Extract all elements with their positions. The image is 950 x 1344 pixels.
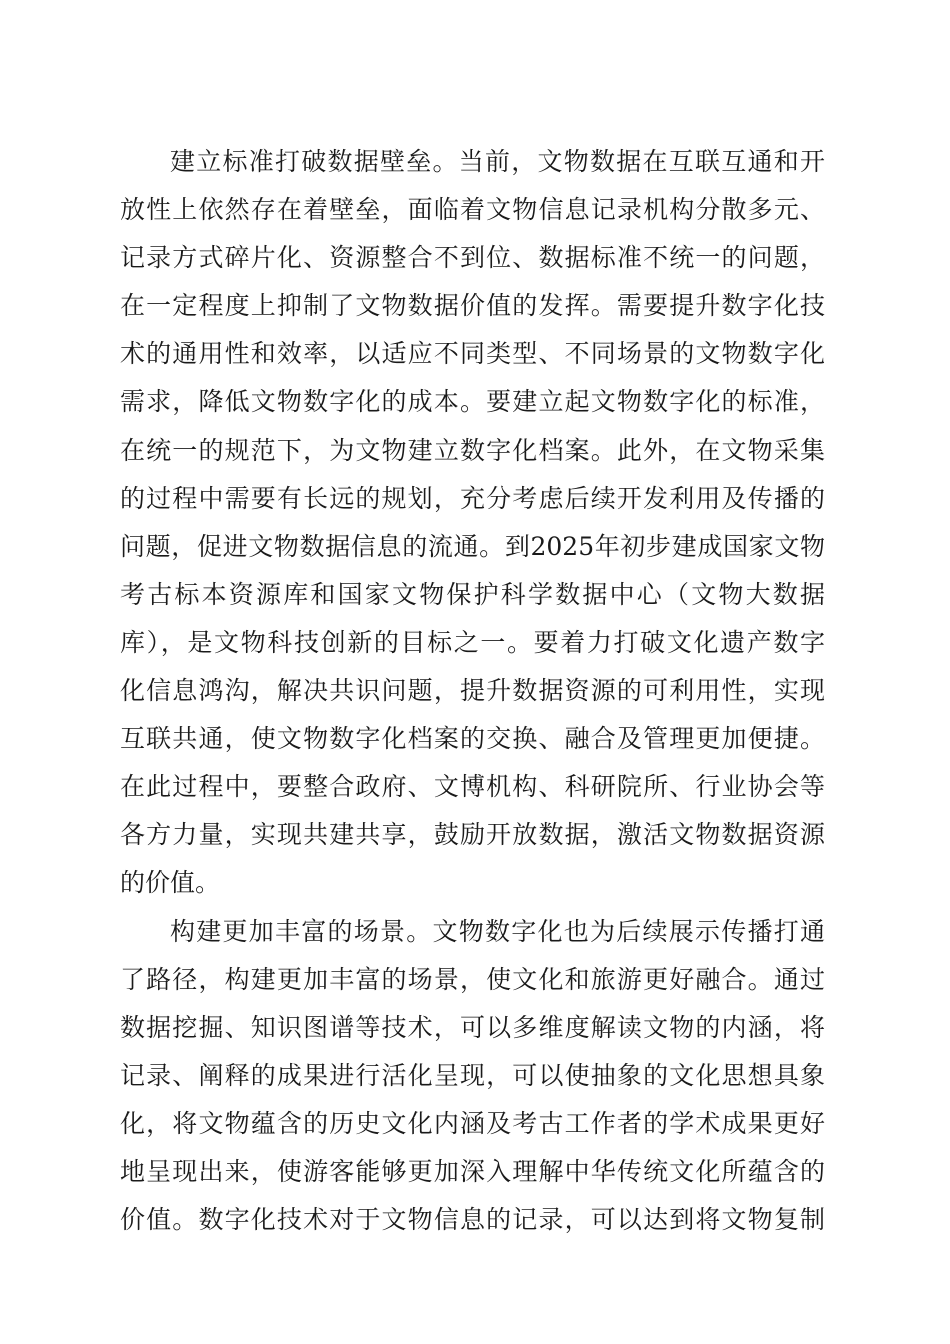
paragraph-1-line-5: 术的通用性和效率，以适应不同类型、不同场景的文物数字化: [120, 339, 825, 369]
paragraph-1-line-9: 问题，促进文物数据信息的流通。到2025年初步建成国家文物: [120, 531, 825, 561]
paragraph-1-line-3: 记录方式碎片化、资源整合不到位、数据标准不统一的问题，: [120, 243, 825, 273]
paragraph-1-line-16: 的价值。: [120, 868, 221, 898]
paragraph-1-line-4: 在一定程度上抑制了文物数据价值的发挥。需要提升数字化技: [120, 291, 825, 321]
body-text: [120, 138, 825, 1244]
paragraph-2-line-1: 构建更加丰富的场景。文物数字化也为后续展示传播打通: [170, 916, 825, 946]
paragraph-1-line-15: 各方力量，实现共建共享，鼓励开放数据，激活文物数据资源: [120, 820, 825, 850]
paragraph-2-line-5: 化，将文物蕴含的历史文化内涵及考古工作者的学术成果更好: [120, 1108, 825, 1138]
paragraph-1-line-1: 建立标准打破数据壁垒。当前，文物数据在互联互通和开: [170, 147, 825, 176]
paragraph-2-line-7: 价值。数字化技术对于文物信息的记录，可以达到将文物复制: [120, 1205, 825, 1235]
paragraph-2-line-4: 记录、阐释的成果进行活化呈现，可以使抽象的文化思想具象: [120, 1060, 825, 1090]
paragraph-1-line-10: 考古标本资源库和国家文物保护科学数据中心（文物大数据: [120, 579, 825, 609]
paragraph-2-line-3: 数据挖掘、知识图谱等技术，可以多维度解读文物的内涵，将: [120, 1012, 825, 1042]
paragraph-1-line-12: 化信息鸿沟，解决共识问题，提升数据资源的可利用性，实现: [120, 676, 825, 706]
paragraph-1-line-11: 库），是文物科技创新的目标之一。要着力打破文化遗产数字: [120, 627, 825, 657]
paragraph-1-line-2: 放性上依然存在着壁垒，面临着文物信息记录机构分散多元、: [120, 195, 825, 225]
paragraph-2-line-2: 了路径，构建更加丰富的场景，使文化和旅游更好融合。通过: [120, 964, 825, 994]
paragraph-1-line-14: 在此过程中，要整合政府、文博机构、科研院所、行业协会等: [120, 772, 825, 802]
paragraph-1-line-6: 需求，降低文物数字化的成本。要建立起文物数字化的标准，: [120, 387, 825, 417]
paragraph-1-line-7: 在统一的规范下，为文物建立数字化档案。此外，在文物采集: [120, 435, 825, 465]
paragraph-1-line-13: 互联共通，使文物数字化档案的交换、融合及管理更加便捷。: [120, 724, 825, 754]
paragraph-1-line-8: 的过程中需要有长远的规划，充分考虑后续开发利用及传播的: [120, 483, 825, 513]
paragraph-2-line-6: 地呈现出来，使游客能够更加深入理解中华传统文化所蕴含的: [120, 1156, 825, 1186]
